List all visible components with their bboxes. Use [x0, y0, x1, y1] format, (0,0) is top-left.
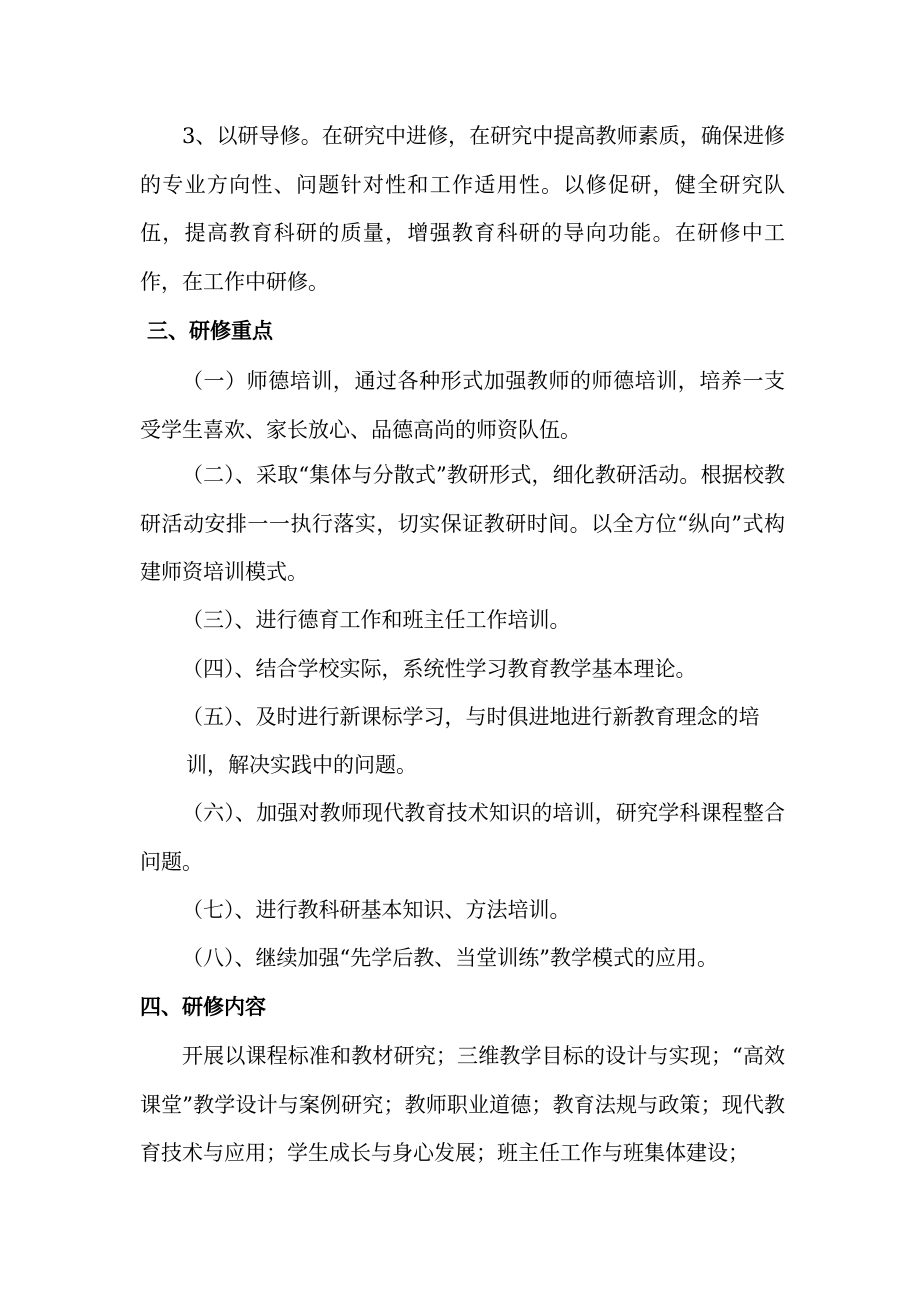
paragraph-3: 3、以研导修。在研究中进修，在研究中提高教师素质，确保进修的专业方向性、问题针对性和工作适用性。以修促研，健全研究队伍，提高教育科研的质量，增强教育科研的导向功能。在研修中工作，在工作中研修。	[140, 124, 785, 294]
content-paragraph: 开展以课程标准和教材研究；三维教学目标的设计与实现；“高效课堂”教学设计与案例研究；教师职业道德；教育法规与政策；现代教育技术与应用；学生成长与身心发展；班主任工作与班集体建设；	[140, 1044, 785, 1165]
focus-item-4: （四）、结合学校实际，系统性学习教育教学基本理论。	[182, 657, 697, 681]
focus-item-7: （七）、进行教科研基本知识、方法培训。	[182, 898, 571, 922]
section-3-heading: 三、研修重点	[147, 319, 273, 343]
focus-item-2: （二）、采取“集体与分散式”教研形式，细化教研活动。根据校教研活动安排一一执行落实，切实保证教研时间。以全方位“纵向”式构建师资培训模式。	[140, 463, 785, 584]
focus-item-5-line-2: 训，解决实践中的问题。	[186, 753, 417, 777]
focus-item-5-line-1: （五）、及时进行新课标学习，与时俱进地进行新教育理念的培	[182, 705, 760, 729]
focus-item-6: （六）、加强对教师现代教育技术知识的培训，研究学科课程整合问题。	[140, 801, 785, 874]
section-4-heading: 四、研修内容	[140, 995, 266, 1019]
focus-item-3: （三）、进行德育工作和班主任工作培训。	[182, 608, 571, 632]
focus-item-8: （八）、继续加强“先学后教、当堂训练”教学模式的应用。	[182, 946, 718, 970]
focus-item-1: （一）师德培训，通过各种形式加强教师的师德培训，培养一支受学生喜欢、家长放心、品德高尚的师资队伍。	[140, 369, 785, 442]
